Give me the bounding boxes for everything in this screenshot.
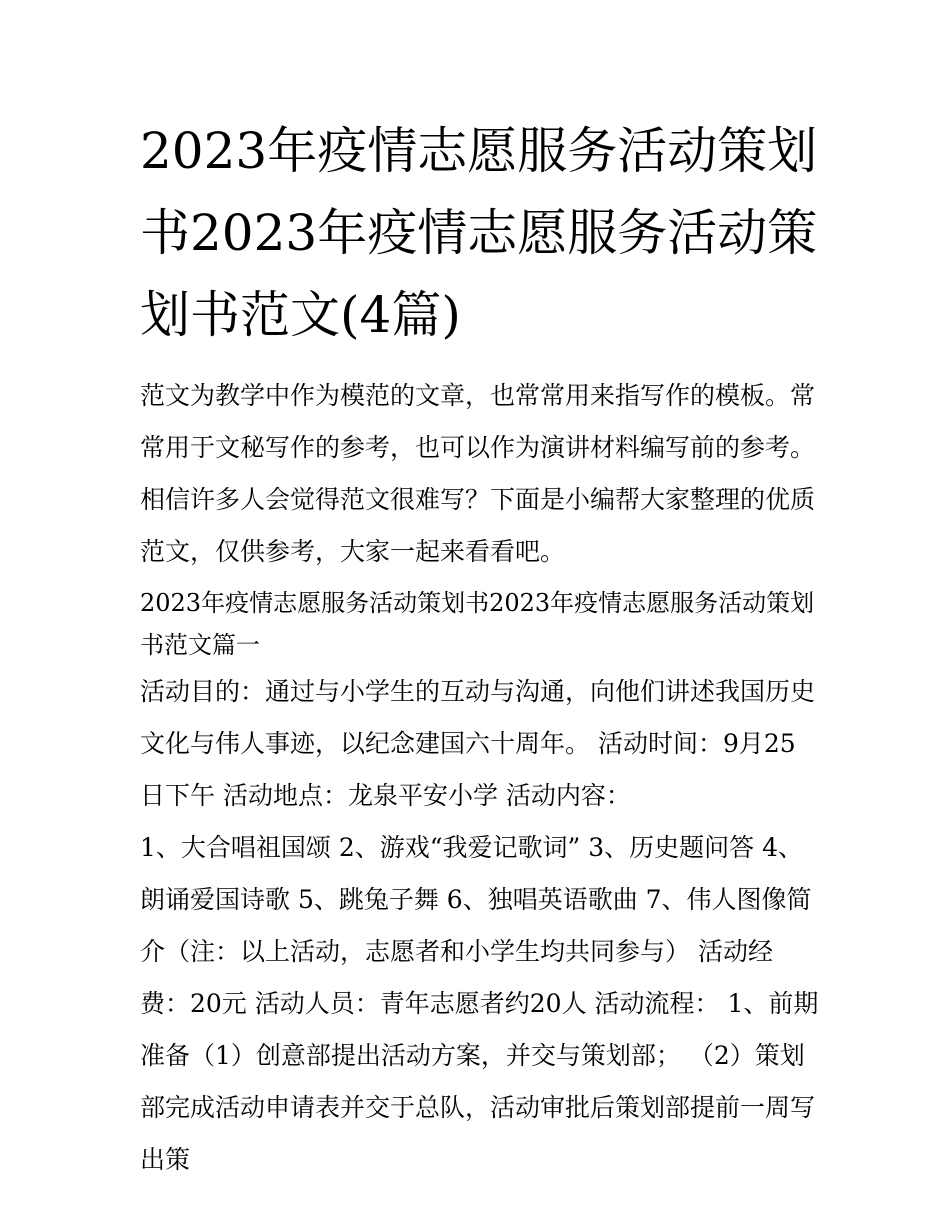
document-title: 2023年疫情志愿服务活动策划书2023年疫情志愿服务活动策划书范文(4篇) <box>140 122 818 344</box>
intro-paragraph: 范文为教学中作为模范的文章，也常常用来指写作的模板。常常用于文秘写作的参考，也可以作为演讲材料编写前的参考。相信许多人会觉得范文很难写？下面是小编帮大家整理的优质范文，仅供参考，大家一起来看看吧。 <box>140 381 816 566</box>
body-paragraph-2: 1、大合唱祖国颂 2、游戏“我爱记歌词” 3、历史题问答 4、朗诵爱国诗歌 5、跳兔子舞 6、独唱英语歌曲 7、伟人图像简介（注：以上活动，志愿者和小学生均共同参与） 活动经费：20元 活动人员：青年志愿者约20人 活动流程： 1、前期准备（1）创意部提出活动方案，并交与策划部； （2）策划部完成活动申请表并交于总队，活动审批后策划部提前一周写出策 <box>140 833 819 1174</box>
section-heading: 2023年疫情志愿服务活动策划书2023年疫情志愿服务活动策划书范文篇一 <box>140 589 815 659</box>
body-paragraph-1: 活动目的：通过与小学生的互动与沟通，向他们讲述我国历史文化与伟人事迹，以纪念建国六十周年。 活动时间：9月25日下午 活动地点：龙泉平安小学 活动内容： <box>140 677 816 810</box>
document-page <box>140 110 820 1186</box>
